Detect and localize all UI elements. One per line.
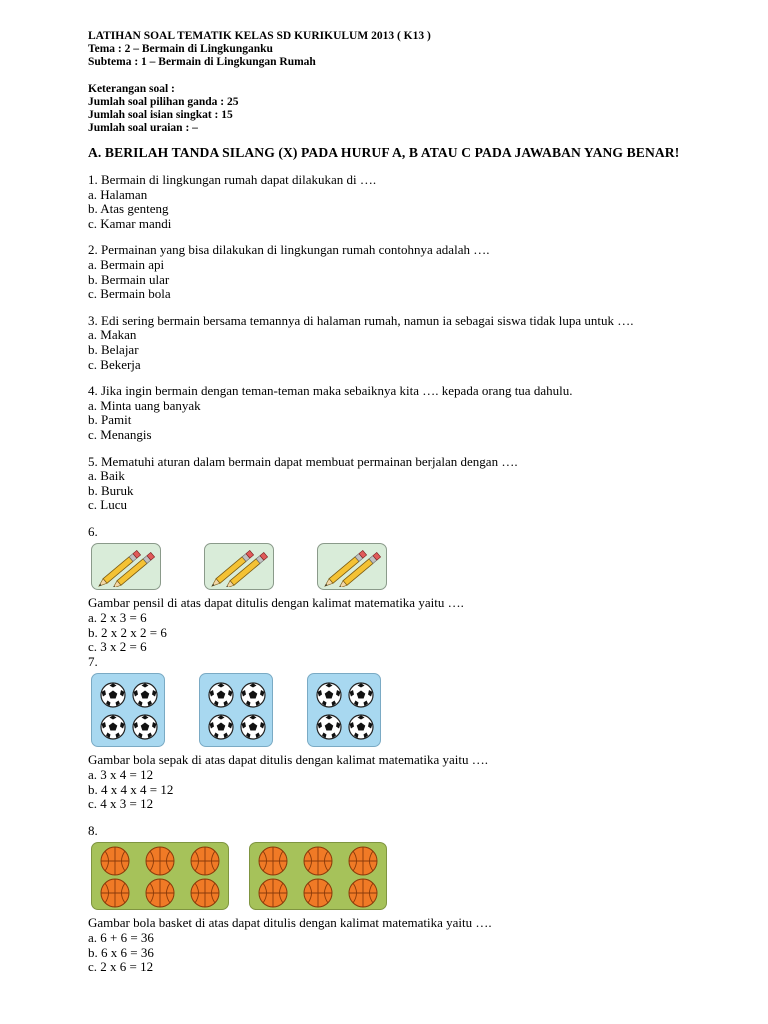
option-b[interactable]: b. Buruk <box>88 482 134 498</box>
option-c[interactable]: c. Kamar mandi <box>88 215 172 231</box>
basketball-icon <box>145 846 175 876</box>
option-a[interactable]: a. Makan <box>88 327 137 343</box>
option-c[interactable]: c. Bekerja <box>88 356 141 372</box>
soccer-ball-icon <box>348 682 374 708</box>
question-number: 6. <box>88 523 98 539</box>
pencil-pair-icon <box>210 547 270 587</box>
option-b[interactable]: b. Pamit <box>88 412 132 428</box>
option-b[interactable]: b. Belajar <box>88 341 139 357</box>
question-text: 5. Mematuhi aturan dalam bermain dapat membuat permainan berjalan dengan …. <box>88 453 518 469</box>
tema-line: Tema : 2 – Bermain di Lingkunganku <box>88 43 273 55</box>
pilihan-ganda-count: Jumlah soal pilihan ganda : 25 <box>88 96 239 108</box>
question-8 <box>88 824 738 975</box>
question-number: 8. <box>88 822 98 838</box>
soccer-illustration-row <box>91 673 738 747</box>
option-c[interactable]: c. 3 x 2 = 6 <box>88 639 147 655</box>
option-a[interactable]: a. Minta uang banyak <box>88 397 201 413</box>
soccer-ball-icon <box>316 682 342 708</box>
option-b[interactable]: b. Bermain ular <box>88 271 170 287</box>
option-a[interactable]: a. Bermain api <box>88 256 165 272</box>
option-a[interactable]: a. Baik <box>88 468 125 484</box>
option-b[interactable]: b. 6 x 6 = 36 <box>88 944 154 960</box>
option-c[interactable]: c. 2 x 6 = 12 <box>88 959 154 975</box>
question-7 <box>88 655 738 812</box>
basketball-group <box>91 842 229 910</box>
question-5 <box>88 455 738 513</box>
option-c[interactable]: c. 4 x 3 = 12 <box>88 796 154 812</box>
option-c[interactable]: c. Lucu <box>88 497 127 513</box>
basketball-icon <box>258 878 288 908</box>
soccer-ball-icon <box>208 714 234 740</box>
worksheet-page <box>88 30 738 975</box>
basketball-icon <box>100 846 130 876</box>
option-c[interactable]: c. Menangis <box>88 426 152 442</box>
question-1 <box>88 173 738 231</box>
soccer-ball-icon <box>348 714 374 740</box>
pencil-pair-icon <box>323 547 383 587</box>
subtema-line: Subtema : 1 – Bermain di Lingkungan Rumah <box>88 56 316 68</box>
section-a-title: A. BERILAH TANDA SILANG (X) PADA HURUF A, B ATAU C PADA JAWABAN YANG BENAR! <box>88 145 680 160</box>
isian-count: Jumlah soal isian singkat : 15 <box>88 109 233 121</box>
option-c[interactable]: c. Bermain bola <box>88 286 171 302</box>
question-2 <box>88 243 738 301</box>
question-text: 2. Permainan yang bisa dilakukan di lingkungan rumah contohnya adalah …. <box>88 242 490 258</box>
option-a[interactable]: a. 6 + 6 = 36 <box>88 930 154 945</box>
option-b[interactable]: b. 4 x 4 x 4 = 12 <box>88 781 174 797</box>
soccer-ball-icon <box>132 682 158 708</box>
basketball-icon <box>348 878 378 908</box>
basketball-icon <box>258 846 288 876</box>
question-number: 7. <box>88 653 98 669</box>
option-b[interactable]: b. Atas genteng <box>88 201 169 217</box>
basketball-icon <box>145 878 175 908</box>
option-a[interactable]: a. 3 x 4 = 12 <box>88 767 154 783</box>
option-a[interactable]: a. Halaman <box>88 186 148 202</box>
soccer-ball-icon <box>240 682 266 708</box>
basketball-icon <box>100 878 130 908</box>
soccer-ball-icon <box>132 714 158 740</box>
soccer-ball-icon <box>100 714 126 740</box>
soccer-ball-icon <box>316 714 342 740</box>
soccer-group <box>307 673 381 747</box>
pencil-group <box>91 543 161 590</box>
question-6 <box>88 525 738 655</box>
soccer-group <box>199 673 273 747</box>
basketball-icon <box>348 846 378 876</box>
basketball-icon <box>190 878 220 908</box>
soccer-ball-icon <box>208 682 234 708</box>
question-3 <box>88 314 738 372</box>
basketball-icon <box>303 878 333 908</box>
question-text: 4. Jika ingin bermain dengan teman-teman maka sebaiknya kita …. kepada orang tua dahulu. <box>88 383 573 399</box>
pencil-pair-icon <box>97 547 157 587</box>
basketball-icon <box>190 846 220 876</box>
pencil-group <box>317 543 387 590</box>
uraian-count: Jumlah soal uraian : – <box>88 122 198 134</box>
option-b[interactable]: b. 2 x 2 x 2 = 6 <box>88 624 167 640</box>
question-4 <box>88 384 738 442</box>
pencil-illustration-row <box>91 543 738 590</box>
question-text: 1. Bermain di lingkungan rumah dapat dilakukan di …. <box>88 172 377 187</box>
basketball-icon <box>303 846 333 876</box>
pencil-group <box>204 543 274 590</box>
option-a[interactable]: a. 2 x 3 = 6 <box>88 610 147 626</box>
soccer-ball-icon <box>100 682 126 708</box>
soccer-ball-icon <box>240 714 266 740</box>
basketball-group <box>249 842 387 910</box>
basketball-illustration-row <box>91 842 738 910</box>
keterangan-label: Keterangan soal : <box>88 83 175 95</box>
question-text: Gambar bola basket di atas dapat ditulis dengan kalimat matematika yaitu …. <box>88 915 492 931</box>
question-text: Gambar bola sepak di atas dapat ditulis dengan kalimat matematika yaitu …. <box>88 752 488 768</box>
soccer-group <box>91 673 165 747</box>
worksheet-title: LATIHAN SOAL TEMATIK KELAS SD KURIKULUM 2013 ( K13 ) <box>88 30 431 42</box>
question-text: Gambar pensil di atas dapat ditulis dengan kalimat matematika yaitu …. <box>88 595 464 611</box>
question-text: 3. Edi sering bermain bersama temannya di halaman rumah, namun ia sebagai siswa tidak lupa untuk …. <box>88 312 634 328</box>
